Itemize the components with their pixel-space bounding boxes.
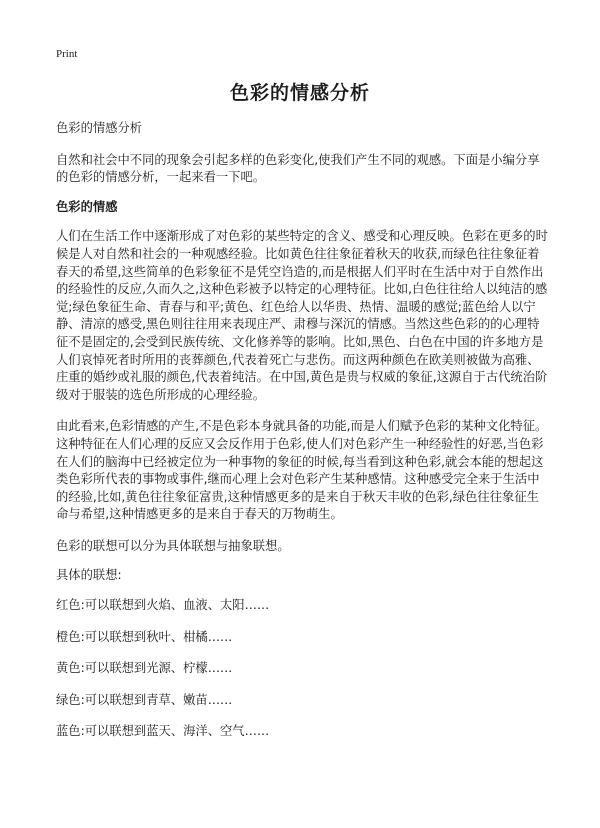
body-paragraph-1: 人们在生活工作中逐渐形成了对色彩的某些特定的含义、感受和心理反映。色彩在更多的时候是人对自然和社会的一种观感经验。比如黄色往往象征着秋天的收获,而绿色往往象征着春天的希望,这些简单的色彩象征不是凭空诌造的,而是根据人们平时在生活中对于自然作出的经验性的反应,久而久之,这种色彩被予以特定的心理特征。比如,白色往往给人以纯洁的感觉;绿色象征生命、青春与和平;黄色、红色给人以华贵、热情、温暖的感觉;蓝色给人以宁静、清凉的感受,黑色则往往用来表现庄严、肃穆与深沉的情感。当然这些色彩的的心理特征不是固定的,会受到民族传统、文化修养等的影响。比如,黑色、白色在中国的许多地方是人们哀悼死者时所用的丧葬颜色,代表着死亡与悲伤。而这两种颜色在欧美则被做为高雅、庄重的婚纱或礼服的颜色,代表着纯洁。在中国,黄色是贵与权威的象征,这源自于古代统治阶级对于服装的选色所形成的心理经验。 (56, 229, 548, 402)
list-item: 红色:可以联想到火焰、血液、太阳…… (56, 598, 270, 613)
association-list (56, 597, 550, 741)
list-item: 蓝色:可以联想到蓝天、海洋、空气…… (56, 724, 270, 739)
list-item: 黄色:可以联想到光源、柠檬…… (56, 661, 233, 676)
list-item: 绿色:可以联想到青草、嫩苗…… (56, 692, 233, 707)
intro-paragraph: 自然和社会中不同的现象会引起多样的色彩变化,使我们产生不同的观感。下面是小编分享的色彩的情感分析，一起来看一下吧。 (56, 152, 540, 185)
page-title: 色彩的情感分析 (229, 82, 370, 104)
body-paragraph-2: 由此看来,色彩情感的产生,不是色彩本身就具备的功能,而是人们赋予色彩的某种文化特征。这种特征在人们心理的反应又会反作用于色彩,使人们对色彩产生一种经验性的好恶,当色彩在人们的脑海中已经被定位为一种事物的象征的时候,每当看到这种色彩,就会本能的想起这类色彩所代表的事物或事件,继而心理上会对色彩产生某种感情。这种感受完全来于生活中的经验,比如,黄色往往象征富贵,这种情感更多的是来自于秋天丰收的色彩,绿色往往象征生命与希望,这种情感更多的是来自于春天的万物萌生。 (56, 419, 548, 522)
list-item: 橙色:可以联想到秋叶、柑橘…… (56, 629, 233, 644)
article-subtitle: 色彩的情感分析 (56, 121, 143, 135)
print-link[interactable]: Print (56, 48, 78, 60)
article-body (56, 120, 550, 755)
section-heading: 色彩的情感 (56, 199, 118, 214)
list-heading: 具体的联想: (56, 568, 122, 583)
body-paragraph-3: 色彩的联想可以分为具体联想与抽象联想。 (56, 538, 290, 553)
